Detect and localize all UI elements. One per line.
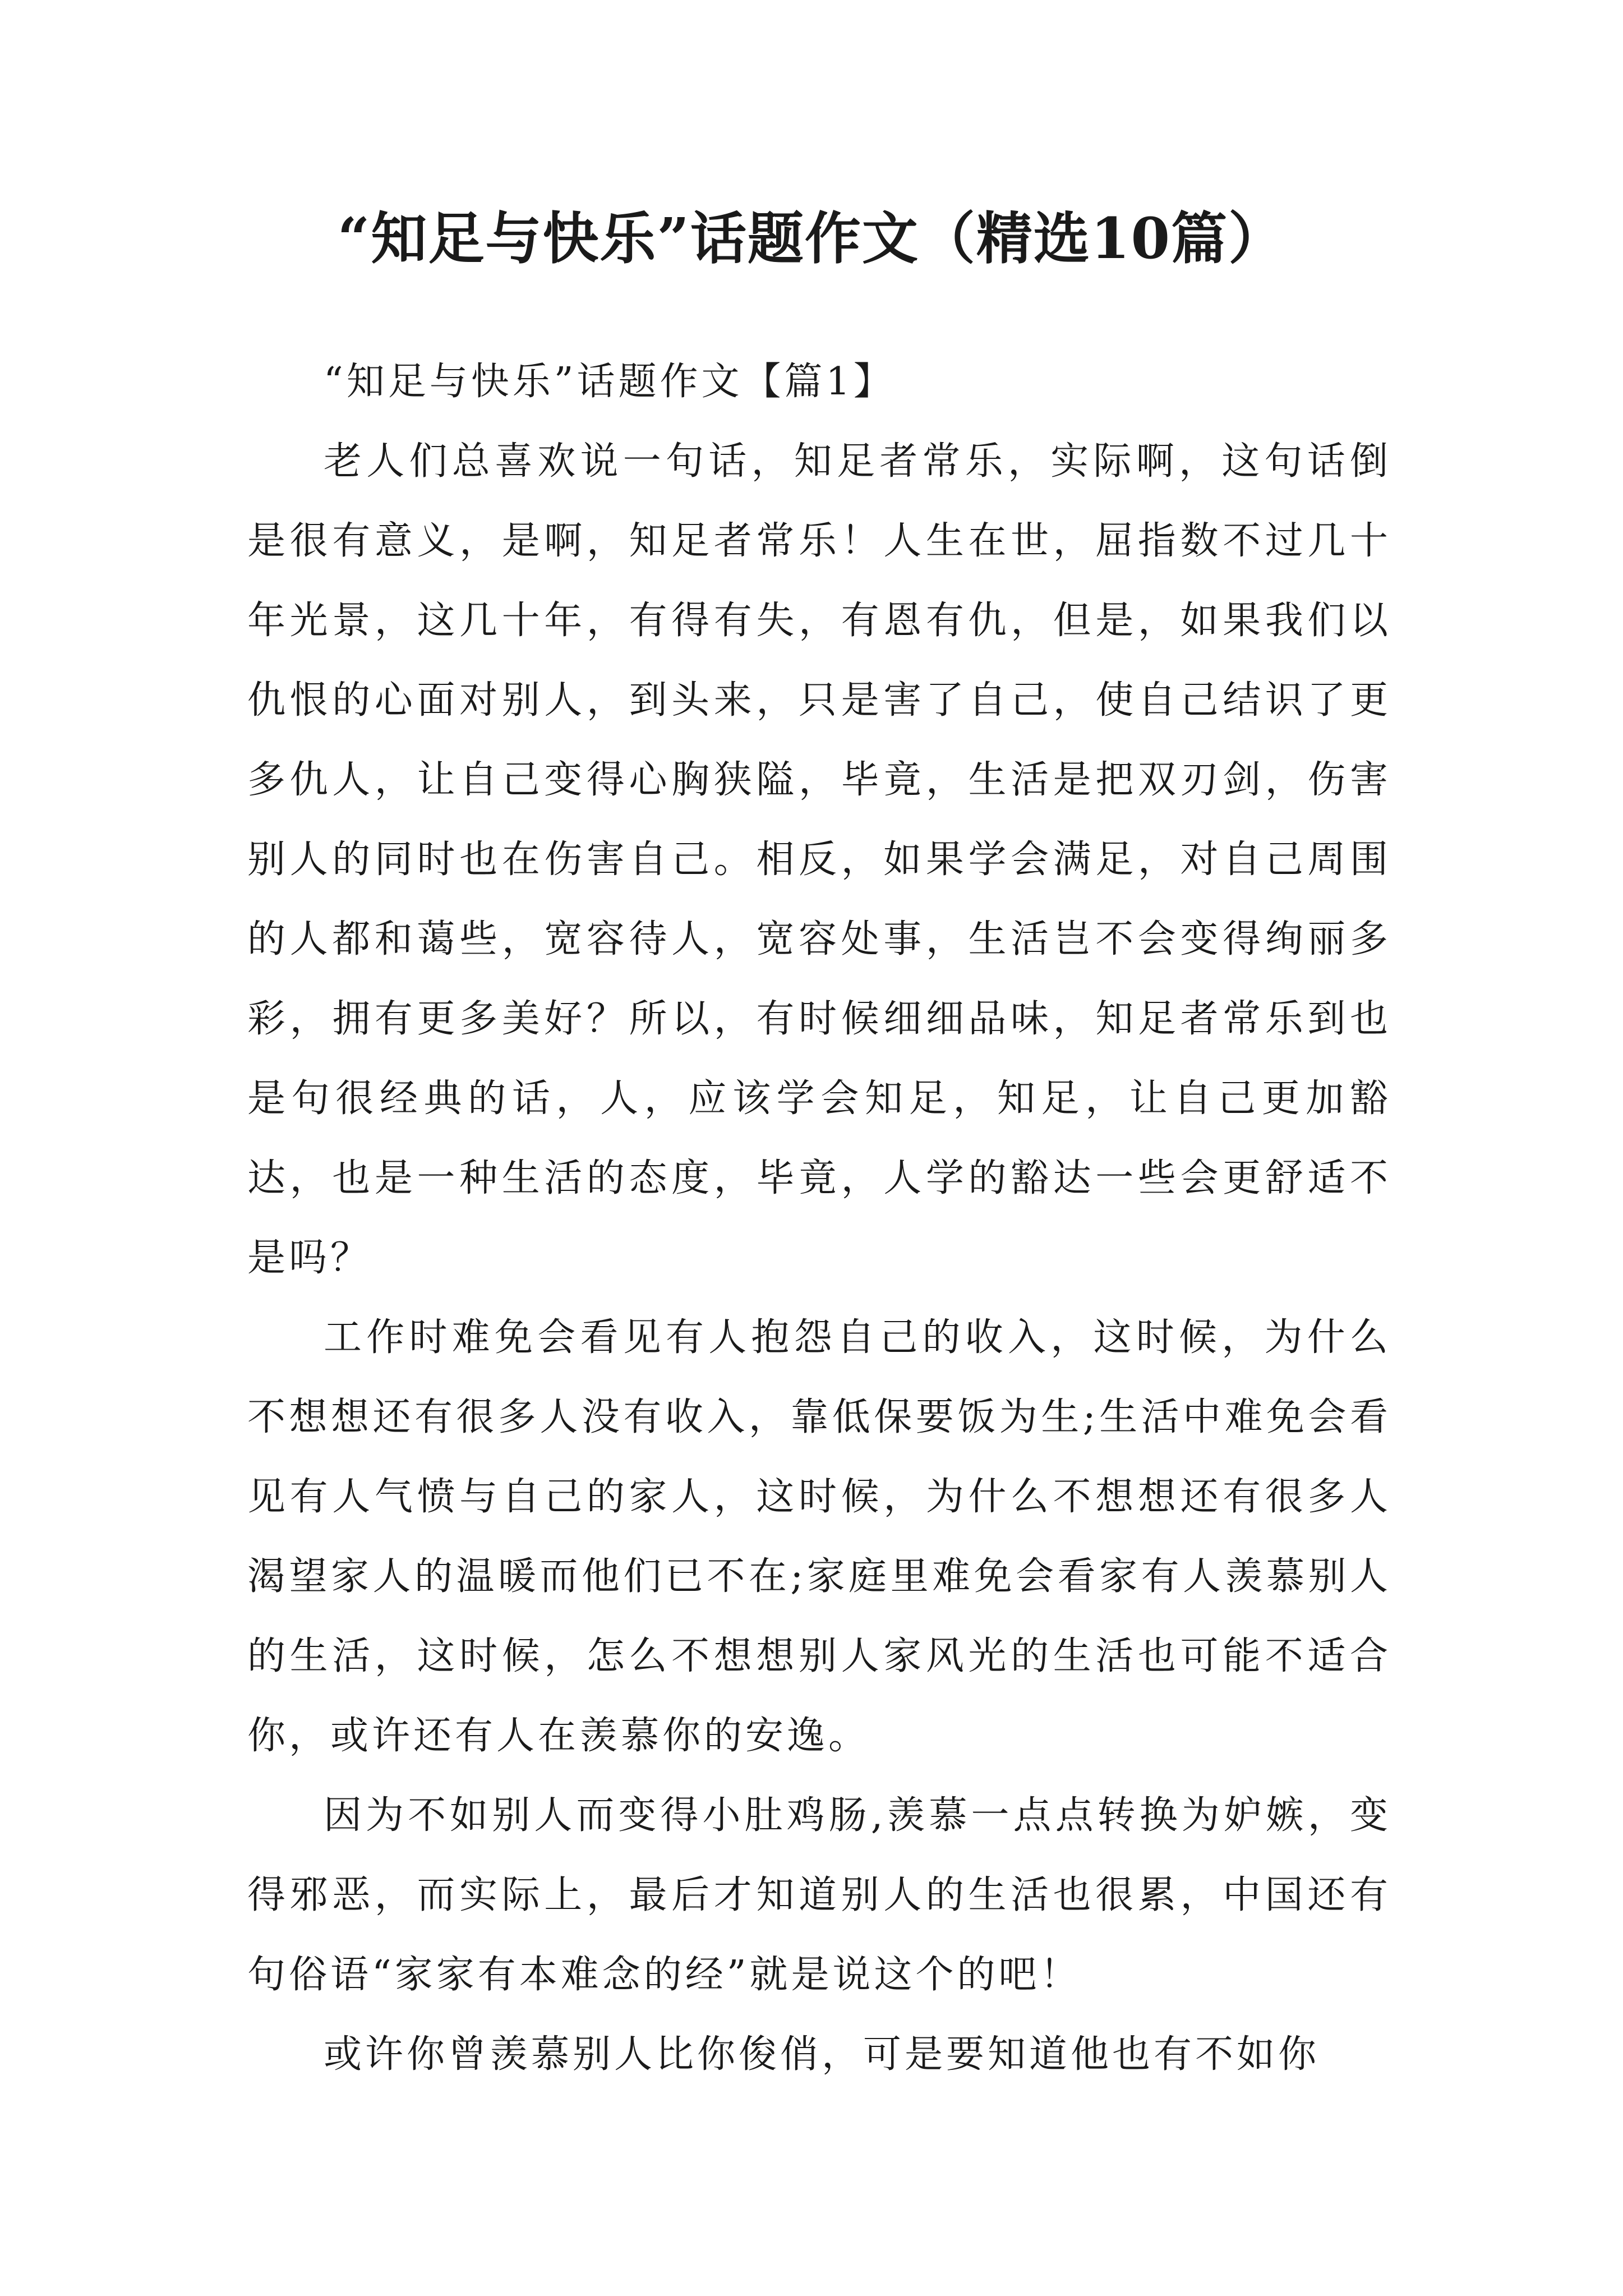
- document-title: “知足与快乐”话题作文（精选10篇）: [337, 205, 1286, 272]
- document-body: [247, 342, 1391, 2095]
- section-heading: “知足与快乐”话题作文【篇1】: [324, 360, 895, 404]
- paragraph: 因为不如别人而变得小肚鸡肠,羡慕一点点转换为妒嫉，变得邪恶，而实际上，最后才知道别人的生活也很累，中国还有句俗语“家家有本难念的经”就是说这个的吧！: [247, 1793, 1391, 1997]
- paragraph: 工作时难免会看见有人抱怨自己的收入，这时候，为什么不想想还有很多人没有收入，靠低保要饭为生;生活中难免会看见有人气愤与自己的家人，这时候，为什么不想想还有很多人渴望家人的温暖而他们已不在;家庭里难免会看家有人羡慕别人的生活，这时候，怎么不想想别人家风光的生活也可能不适合你，或许还有人在羡慕你的安逸。: [247, 1315, 1391, 1758]
- paragraph: 老人们总喜欢说一句话，知足者常乐，实际啊，这句话倒是很有意义，是啊，知足者常乐！人生在世，屈指数不过几十年光景，这几十年，有得有失，有恩有仇，但是，如果我们以仇恨的心面对别人，到头来，只是害了自己，使自己结识了更多仇人，让自己变得心胸狭隘，毕竟，生活是把双刃剑，伤害别人的同时也在伤害自己。相反，如果学会满足，对自己周围的人都和蔼些，宽容待人，宽容处事，生活岂不会变得绚丽多彩，拥有更多美好？所以，有时候细细品味，知足者常乐到也是句很经典的话，人，应该学会知足，知足，让自己更加豁达，也是一种生活的态度，毕竟，人学的豁达一些会更舒适不是吗？: [247, 439, 1391, 1280]
- paragraph: 或许你曾羡慕别人比你俊俏，可是要知道他也有不如你: [324, 2032, 1320, 2077]
